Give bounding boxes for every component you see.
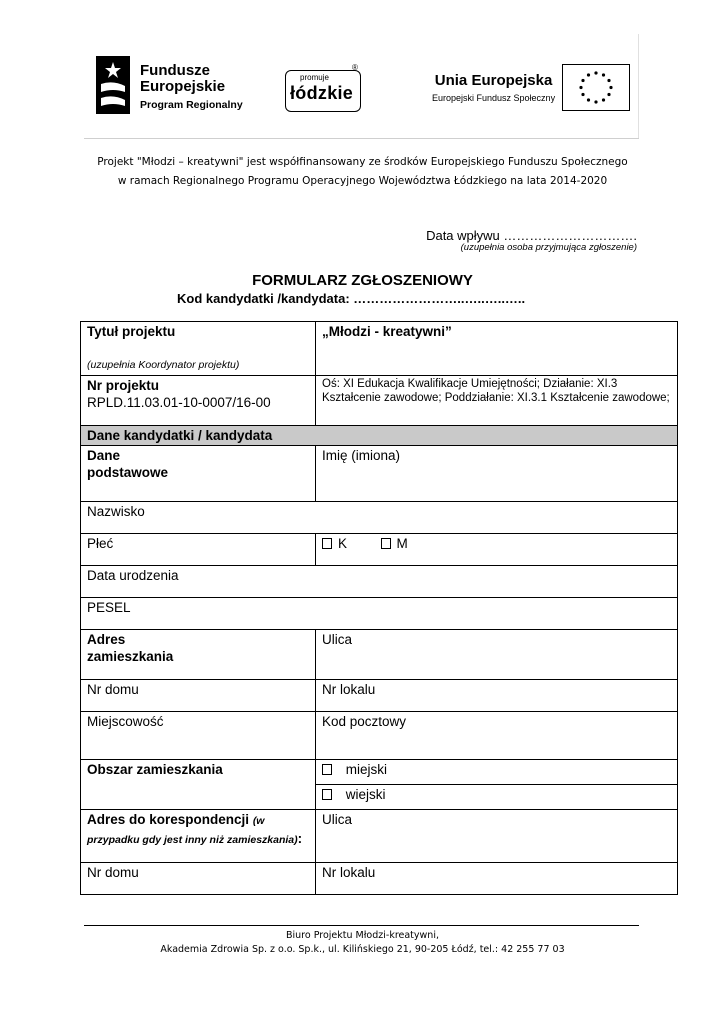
area-rural-option [316,785,678,810]
fundusze-europejskie-logo-text [140,63,243,113]
address-label-2: zamieszkania [87,649,174,664]
area-rural-checkbox[interactable] [322,789,332,800]
project-axis-value: Oś: XI Edukacja Kwalifikacje Umiejętności; Działanie: XI.3 Kształcenie zawodowe; Poddziałanie: XI.3.1 Kształcenie zawodowe; [316,376,678,426]
flat-number-field[interactable]: Nr lokalu [316,680,678,712]
registered-mark: ® [352,63,358,72]
correspondence-flat-number-field[interactable]: Nr lokalu [316,863,678,895]
row-first-name [81,446,678,502]
pesel-field[interactable]: PESEL [81,598,678,630]
gender-options [316,534,678,566]
house-number-field[interactable]: Nr domu [81,680,316,712]
fundusze-europejskie-logo-icon [96,56,130,114]
gender-m-checkbox[interactable] [381,538,391,549]
row-pesel [81,598,678,630]
header-rule [84,138,639,139]
project-title-cell [81,322,316,376]
form-title: FORMULARZ ZGŁOSZENIOWY [252,272,473,289]
city-field[interactable]: Miejscowość [81,712,316,760]
candidate-code-field[interactable]: Kod kandydatki /kandydata: ……………………..…..…..….. [177,291,526,306]
row-house [81,680,678,712]
correspondence-label [81,810,316,863]
project-number-value: RPLD.11.03.01-10-0007/16-00 [87,395,271,410]
area-rural-label: wiejski [345,787,386,802]
footer-line-1: Biuro Projektu Młodzi-kreatywni, [286,930,439,941]
basic-data-label-2: podstawowe [87,465,169,480]
row-section-candidate [81,426,678,446]
row-correspondence [81,810,678,863]
area-label: Obszar zamieszkania [81,760,316,810]
fe-logo-line1: Fundusze [140,62,210,79]
gender-m-label: M [396,536,408,551]
receipt-date-field[interactable]: Data wpływu …………………………. [426,228,637,243]
section-candidate-header: Dane kandydatki / kandydata [81,426,678,446]
project-title-value: „Młodzi - kreatywni” [316,322,678,376]
row-correspondence-house [81,863,678,895]
row-area-urban [81,760,678,785]
row-birth-date [81,566,678,598]
birth-date-field[interactable]: Data urodzenia [81,566,678,598]
project-title-label: Tytuł projektu [87,324,176,339]
correspondence-street-field[interactable]: Ulica [316,810,678,863]
receipt-date-note: (uzupełnia osoba przyjmująca zgłoszenie) [460,242,637,253]
surname-field[interactable]: Nazwisko [81,502,678,534]
correspondence-note: (w przypadku gdy jest inny niż zamieszkania) [87,815,298,846]
project-number-cell [81,376,316,426]
address-label-1: Adres [87,632,126,647]
area-urban-checkbox[interactable] [322,764,332,775]
address-label [81,630,316,680]
gender-k-checkbox[interactable] [322,538,332,549]
basic-data-label-1: Dane [87,448,121,463]
gender-label: Płeć [81,534,316,566]
eu-flag-icon [562,64,630,111]
correspondence-house-number-field[interactable]: Nr domu [81,863,316,895]
application-table [80,321,678,895]
ue-logo-line2: Europejski Fundusz Społeczny [432,93,556,103]
gender-k-label: K [338,536,348,551]
correspondence-label-text: Adres do korespondencji [87,812,250,827]
project-title-note: (uzupełnia Koordynator projektu) [87,359,240,371]
street-field[interactable]: Ulica [316,630,678,680]
footer-rule [84,925,639,926]
header-vertical-rule [638,34,639,138]
row-project-title [81,322,678,376]
row-city [81,712,678,760]
lodzkie-logo-small: promuje [300,73,329,82]
row-gender [81,534,678,566]
first-name-field[interactable]: Imię (imiona) [316,446,678,502]
fe-logo-line3: Program Regionalny [140,99,243,111]
area-urban-label: miejski [345,762,388,777]
row-surname [81,502,678,534]
basic-data-label [81,446,316,502]
area-urban-option [316,760,678,785]
project-number-label: Nr projektu [87,378,160,393]
lodzkie-logo-text: łódzkie [290,83,354,103]
ue-logo-line1: Unia Europejska [434,72,553,89]
intro-line-1: Projekt "Młodzi – kreatywni" jest współfinansowany ze środków Europejskiego Funduszu Społecznego [97,156,628,168]
intro-line-2: w ramach Regionalnego Programu Operacyjnego Województwa Łódzkiego na lata 2014-2020 [117,175,608,187]
fe-logo-line2: Europejskie [140,78,226,95]
ue-logo-text [432,72,555,103]
correspondence-colon: : [297,831,303,846]
row-address [81,630,678,680]
row-project-number [81,376,678,426]
footer-line-2: Akademia Zdrowia Sp. z o.o. Sp.k., ul. Kilińskiego 21, 90-205 Łódź, tel.: 42 255 77 03 [160,944,565,955]
postal-code-field[interactable]: Kod pocztowy [316,712,678,760]
